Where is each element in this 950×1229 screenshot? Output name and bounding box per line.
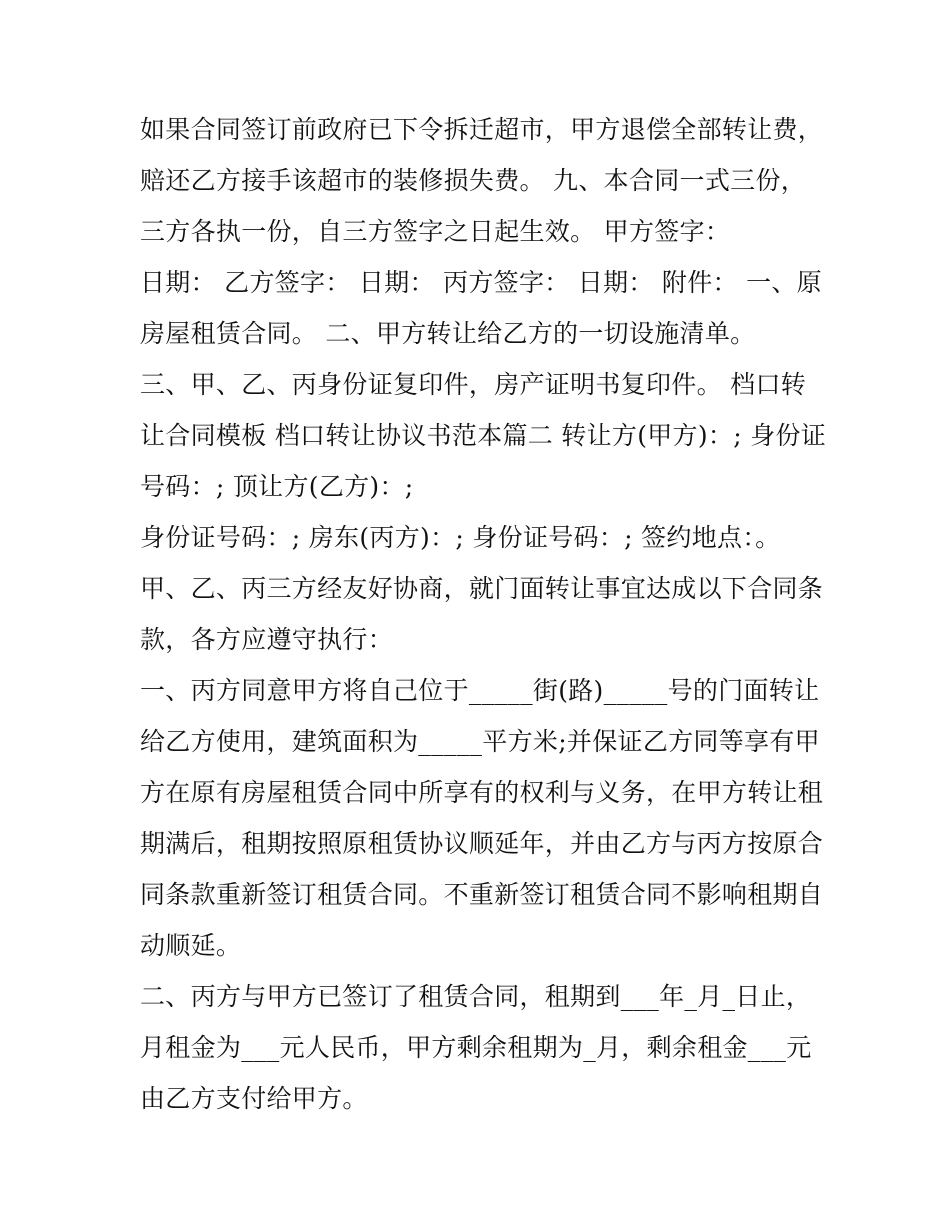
text-line: 三、甲、乙、丙身份证复印件，房产证明书复印件。 档口转 — [140, 370, 807, 399]
text-line: 身份证号码：; 房东(丙方)：; 身份证号码：; 签约地点：。 — [140, 523, 781, 552]
text-line: 动顺延。 — [140, 931, 242, 960]
text-line: 号码：; 顶让方(乙方)：; — [140, 472, 414, 501]
text-line: 二、丙方与甲方已签订了租赁合同，租期到___年_月_日止， — [140, 982, 812, 1011]
text-line: 甲、乙、丙三方经友好协商，就门面转让事宜达成以下合同条 — [140, 574, 824, 603]
text-line: 月租金为___元人民币，甲方剩余租期为_月，剩余租金___元 — [140, 1033, 812, 1062]
text-line: 如果合同签订前政府已下令拆迁超市，甲方退偿全部转让费， — [140, 115, 824, 144]
text-line: 方在原有房屋租赁合同中所享有的权利与义务，在甲方转让租 — [140, 778, 824, 807]
text-line: 一、丙方同意甲方将自己位于_____街(路)_____号的门面转让 — [140, 676, 820, 705]
text-line: 款，各方应遵守执行： — [140, 625, 394, 654]
document-body — [140, 104, 827, 1124]
text-line: 同条款重新签订租赁合同。不重新签订租赁合同不影响租期自 — [140, 880, 824, 909]
text-line: 日期： 乙方签字： 日期： 丙方签字： 日期： 附件： 一、原 — [140, 268, 822, 297]
text-line: 期满后，租期按照原租赁协议顺延年，并由乙方与丙方按原合 — [140, 829, 824, 858]
text-line: 由乙方支付给甲方。 — [140, 1084, 368, 1113]
text-line: 赔还乙方接手该超市的装修损失费。 九、本合同一式三份， — [140, 166, 807, 195]
text-line: 让合同模板 档口转让协议书范本篇二 转让方(甲方)：; 身份证 — [140, 421, 827, 450]
text-line: 给乙方使用，建筑面积为_____平方米;并保证乙方同等享有甲 — [140, 727, 820, 756]
text-line: 三方各执一份，自三方签字之日起生效。 甲方签字： — [140, 217, 731, 246]
text-line: 房屋租赁合同。 二、甲方转让给乙方的一切设施清单。 — [140, 319, 756, 348]
